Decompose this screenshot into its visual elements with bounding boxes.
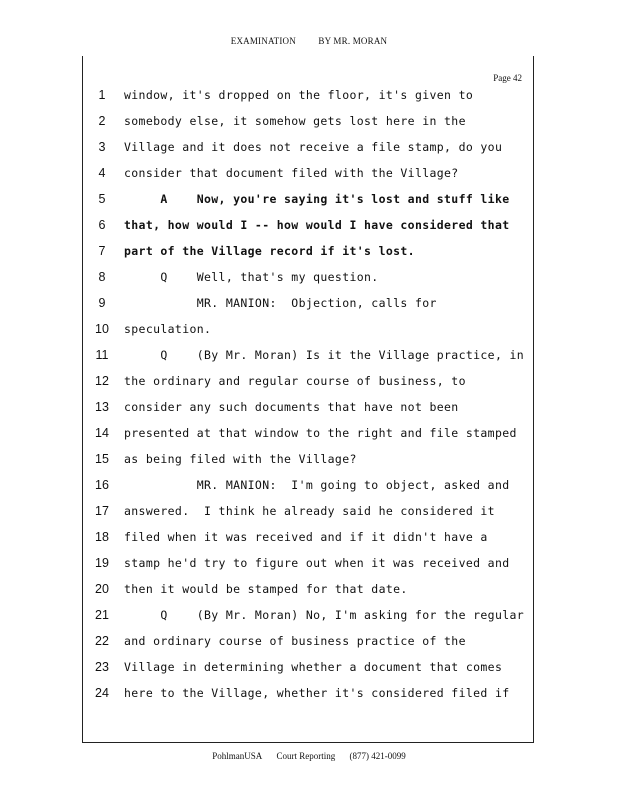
line-text: MR. MANION: I'm going to object, asked and [124,478,510,492]
line-text: speculation. [124,322,212,336]
footer-company: PohlmanUSA [212,751,263,761]
transcript-line [0,530,618,556]
line-number: 22 [95,634,109,648]
header-examiner: BY MR. MORAN [318,36,388,46]
line-number: 1 [98,88,106,102]
line-number: 3 [98,140,106,154]
line-text: somebody else, it somehow gets lost here in the [124,114,466,128]
line-number: 21 [95,608,109,622]
line-text: consider any such documents that have not been [124,400,459,414]
transcript-line [0,140,618,166]
transcript-line [0,374,618,400]
line-number: 19 [95,556,109,570]
line-text: part of the Village record if it's lost. [124,244,415,258]
line-number: 15 [95,452,109,466]
line-text: Q (By Mr. Moran) Is it the Village practice, in [124,348,525,362]
line-text: here to the Village, whether it's considered filed if [124,686,510,700]
transcript-line [0,660,618,686]
line-number: 20 [95,582,109,596]
transcript-line [0,686,618,712]
footer-service: Court Reporting [276,751,336,761]
transcript-line [0,478,618,504]
transcript-line [0,504,618,530]
line-text: Q (By Mr. Moran) No, I'm asking for the regular [124,608,525,622]
line-text: MR. MANION: Objection, calls for [124,296,437,310]
transcript-line [0,634,618,660]
transcript-line [0,192,618,218]
line-text: the ordinary and regular course of business, to [124,374,466,388]
header-title: EXAMINATION [230,36,296,46]
line-number: 11 [95,348,109,362]
line-number: 7 [98,244,106,258]
line-text: that, how would I -- how would I have considered that [124,218,510,232]
page-number: Page 42 [493,73,522,83]
transcript-line [0,296,618,322]
line-text: A Now, you're saying it's lost and stuff like [124,192,510,206]
transcript-line [0,114,618,140]
transcript-line [0,426,618,452]
line-text: filed when it was received and if it didn't have a [124,530,488,544]
transcript-line [0,218,618,244]
line-text: and ordinary course of business practice of the [124,634,466,648]
page-footer [0,751,618,761]
line-text: Village and it does not receive a file stamp, do you [124,140,503,154]
line-number: 14 [95,426,109,440]
line-text: stamp he'd try to figure out when it was received and [124,556,510,570]
transcript-line [0,556,618,582]
line-text: answered. I think he already said he considered it [124,504,495,518]
transcript-line [0,88,618,114]
transcript-line [0,270,618,296]
line-text: presented at that window to the right and file stamped [124,426,517,440]
transcript-line [0,582,618,608]
line-number: 24 [95,686,109,700]
line-number: 16 [95,478,109,492]
line-number: 12 [95,374,109,388]
line-number: 17 [95,504,109,518]
line-text: as being filed with the Village? [124,452,357,466]
line-number: 5 [98,192,106,206]
footer-phone: (877) 421-0099 [349,751,406,761]
line-text: window, it's dropped on the floor, it's given to [124,88,474,102]
transcript-line [0,322,618,348]
line-number: 6 [98,218,106,232]
transcript-line [0,608,618,634]
line-number: 9 [98,296,106,310]
transcript-line [0,166,618,192]
transcript-line [0,452,618,478]
transcript-line [0,244,618,270]
line-number: 10 [95,322,109,336]
line-number: 23 [95,660,109,674]
transcript-line [0,400,618,426]
line-text: consider that document filed with the Village? [124,166,459,180]
line-text: Q Well, that's my question. [124,270,379,284]
line-number: 8 [98,270,106,284]
page-header [0,36,618,46]
line-number: 4 [98,166,106,180]
transcript-line [0,348,618,374]
line-number: 13 [95,400,109,414]
line-text: then it would be stamped for that date. [124,582,408,596]
line-number: 18 [95,530,109,544]
line-text: Village in determining whether a document that comes [124,660,503,674]
line-number: 2 [98,114,106,128]
